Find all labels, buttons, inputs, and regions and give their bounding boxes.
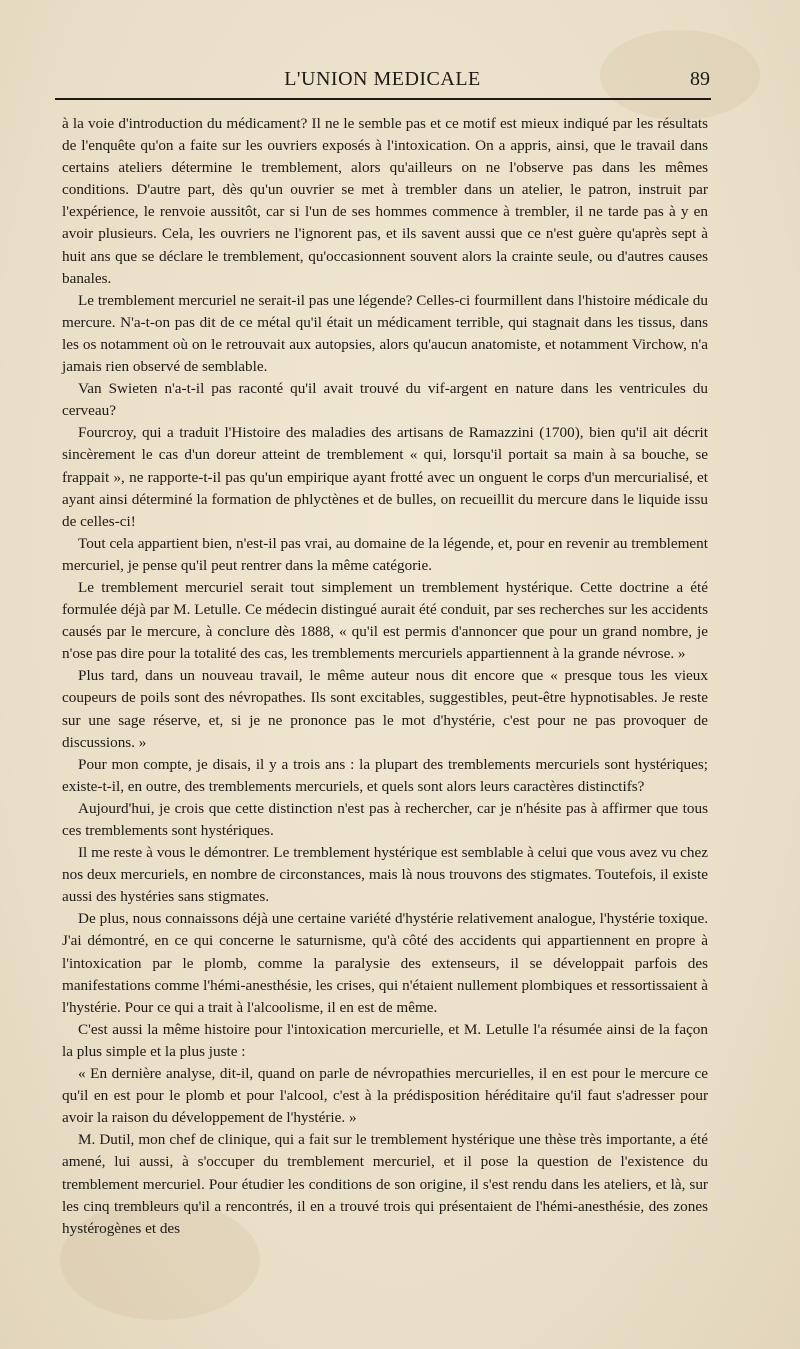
paragraph: De plus, nous connaissons déjà une certaine variété d'hystérie relativement analogue, l'hystérie toxique. J'ai démontré, en ce qui concerne le saturnisme, qu'à côté des accidents qui appartiennent en propre à l'intoxication par le plomb, comme la paralysie des extenseurs, il se développait parfois des manifestations comme l'hémi-anesthésie, les crises, qui n'étaient nullement plombiques et ressortissaient à l'hystérie. Pour ce qui a trait à l'alcoolisme, il en est de même. (62, 910, 708, 1016)
paragraph: Aujourd'hui, je crois que cette distinction n'est pas à rechercher, car je n'hésite pas à affirmer que tous ces tremblements sont hystériques. (62, 799, 708, 839)
header-rule (55, 98, 711, 100)
page-header (55, 64, 710, 94)
paragraph: Le tremblement mercuriel ne serait-il pas une légende? Celles-ci fourmillent dans l'histoire médicale du mercure. N'a-t-on pas dit de ce métal qu'il était un médicament terrible, qui stagnait dans les tissus, dans les os notamment où on le retrouvait aux autopsies, alors qu'aucun anatomiste, et notamment Virchow, n'a jamais rien observé de semblable. (62, 291, 708, 376)
paragraph: C'est aussi la même histoire pour l'intoxication mercurielle, et M. Letulle l'a résumée ainsi de la façon la plus simple et la plus juste : (62, 1020, 708, 1060)
paragraph: Il me reste à vous le démontrer. Le tremblement hystérique est semblable à celui que vous avez vu chez nos deux mercuriels, en nombre de circonstances, mais là nous trouvons des stigmates. Toutefois, il existe aussi des hystéries sans stigmates. (62, 844, 708, 906)
running-title: L'UNION MEDICALE (284, 68, 481, 90)
paragraph: Pour mon compte, je disais, il y a trois ans : la plupart des tremblements mercuriels sont hystériques; existe-t-il, en outre, des tremblements mercuriels, et quels sont alors leurs caractères distinctifs? (62, 755, 708, 795)
paragraph: Tout cela appartient bien, n'est-il pas vrai, au domaine de la légende, et, pour en revenir au tremblement mercuriel, je pense qu'il peut rentrer dans la même catégorie. (62, 534, 708, 574)
paragraph: Fourcroy, qui a traduit l'Histoire des maladies des artisans de Ramazzini (1700), bien qu'il ait décrit sincèrement le cas d'un doreur atteint de tremblement « qui, lorsqu'il portait sa main à sa bouche, se frappait », ne rapporte-t-il pas qu'un empirique ayant frotté avec un onguent le corps d'un mercurialisé, et ayant ainsi déterminé la formation de phlyctènes et de bulles, on recueillit du mercure dans le liquide issu de celles-ci! (62, 424, 708, 530)
paragraph: Le tremblement mercuriel serait tout simplement un tremblement hystérique. Cette doctrine a été formulée déjà par M. Letulle. Ce médecin distingué aurait été conduit, par ses recherches sur les accidents causés par le mercure, à conclure dès 1888, « qu'il est permis d'annoncer que pour un grand nombre, je n'ose pas dire pour la totalité des cas, les tremblements mercuriels appartiennent à la grande névrose. » (62, 578, 708, 663)
paragraph: « En dernière analyse, dit-il, quand on parle de névropathies mercurielles, il en est pour le mercure ce qu'il en est pour le plomb et pour l'alcool, c'est à la prédisposition héréditaire qu'il faut s'adresser pour avoir la raison du développement de l'hystérie. » (62, 1065, 708, 1127)
paragraph: Van Swieten n'a-t-il pas raconté qu'il avait trouvé du vif-argent en nature dans les ventricules du cerveau? (62, 380, 708, 420)
paragraph: à la voie d'introduction du médicament? Il ne le semble pas et ce motif est mieux indiqué par les résultats de l'enquête qu'on a faite sur les ouvriers exposés à l'intoxication. On a appris, ainsi, que le travail dans certains ateliers détermine le tremblement, alors qu'ailleurs on ne l'observe pas dans les mêmes conditions. D'autre part, dès qu'un ouvrier se met à trembler dans un atelier, le patron, instruit par l'expérience, le renvoie aussitôt, car si l'un de ses hommes commence à trembler, il ne tarde pas à y en avoir plusieurs. Cela, les ouvriers ne l'ignorent pas, et ils savent aussi que ce n'est guère qu'après sept à huit ans que se déclare le tremblement, qu'occasionnent souvent alors la crainte seule, ou d'autres causes banales. (62, 115, 708, 287)
paragraph: Plus tard, dans un nouveau travail, le même auteur nous dit encore que « presque tous les vieux coupeurs de poils sont des névropathes. Ils sont excitables, suggestibles, peut-être hypnotisables. Je reste sur une sage réserve, et, si je ne prononce pas le mot d'hystérie, c'est pour ne pas provoquer de discussions. » (62, 667, 708, 751)
page-number: 89 (690, 68, 710, 90)
body-text (62, 113, 708, 1240)
paragraph: M. Dutil, mon chef de clinique, qui a fait sur le tremblement hystérique une thèse très importante, a été amené, lui aussi, à s'occuper du tremblement mercuriel, et il pose la question de l'existence du tremblement mercuriel. Pour étudier les conditions de son origine, il s'est rendu dans les ateliers, et là, sur les cinq trembleurs qu'il a rencontrés, il en a trouvé trois qui présentaient de l'hémi-anesthésie, des zones hystérogènes et des (62, 1131, 708, 1237)
